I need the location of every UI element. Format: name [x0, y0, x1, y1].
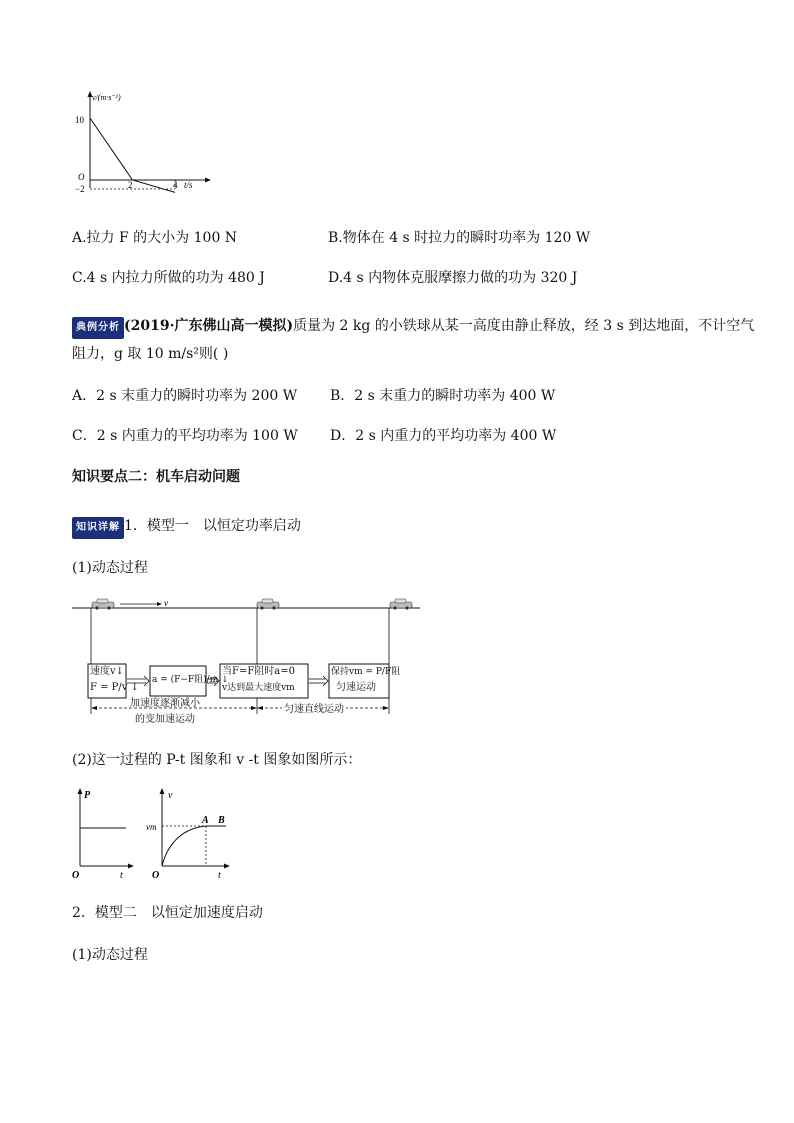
vt-graph-model [146, 786, 236, 880]
example-option-a[interactable]: A．2 s 末重力的瞬时功率为 200 W [72, 388, 298, 404]
box2-text: a = (F−F阻)/m ↓ [152, 675, 229, 685]
option-d[interactable]: D.4 s 内物体克服摩擦力做的功为 320 J [328, 270, 578, 286]
y-axis-label: v/(m·s⁻¹) [92, 93, 121, 102]
velocity-arrowhead [157, 602, 162, 606]
y-tick-10: 10 [75, 115, 84, 125]
box4-line1: 保持vm = P/F阻 [331, 667, 401, 677]
pt-graph [70, 786, 140, 880]
box4-line2: 匀速运动 [336, 682, 376, 693]
example-text-line2: 阻力，g 取 10 m/s²则( ) [72, 346, 229, 362]
x-tick-2: 2 [128, 180, 133, 190]
stage2-label: 匀速直线运动 [284, 704, 344, 715]
vt-vm-label: vm [146, 822, 157, 832]
pt-y-arrow [78, 788, 83, 794]
car-icon-1 [92, 599, 114, 610]
example-badge: 典例分析 [72, 317, 124, 339]
flow-arrow-3 [309, 676, 328, 686]
pt-p-label: P [84, 790, 91, 801]
box1-line1: 速度v↓ [90, 666, 125, 677]
option-a[interactable]: A.拉力 F 的大小为 100 N [72, 230, 238, 246]
vt-curve [162, 826, 206, 866]
option-b[interactable]: B.物体在 4 s 时拉力的瞬时功率为 120 W [328, 230, 591, 246]
pt-t-label: t [120, 870, 123, 880]
velocity-label: v [164, 598, 168, 608]
model2-title: 2．模型二 以恒定加速度启动 [72, 905, 263, 921]
origin-label: O [78, 172, 85, 182]
stage1-arrow-left [91, 706, 97, 710]
velocity-line [90, 118, 175, 192]
box3-line2: v达到最大速度vm [222, 683, 295, 693]
x-axis-label: t/s [184, 180, 193, 190]
stage2-arrow-right [383, 706, 389, 710]
dynamic-process-label: (1)动态过程 [72, 560, 148, 576]
example-line1 [72, 316, 754, 339]
dynamic-process-label-2: (1)动态过程 [72, 947, 148, 963]
stage1-label-line1: 加速度逐渐减小 [130, 698, 200, 709]
option-c[interactable]: C.4 s 内拉力所做的功为 480 J [72, 270, 265, 286]
model1-line [72, 516, 301, 539]
example-source: (2019·广东佛山高一模拟) [124, 318, 294, 334]
vt-a-label: A [202, 815, 209, 826]
vt-y-arrow [160, 788, 165, 794]
stage2-arrow-left [257, 706, 263, 710]
car-icon-3 [390, 599, 412, 610]
pt-x-arrow [128, 864, 134, 869]
vt-v-label: v [168, 790, 173, 801]
flow-diagram [72, 596, 422, 726]
vt-t-label: t [218, 870, 221, 880]
pt-origin-label: O [72, 870, 80, 880]
vt-origin-label: O [152, 870, 160, 880]
example-option-b[interactable]: B．2 s 末重力的瞬时功率为 400 W [330, 388, 556, 404]
example-option-c[interactable]: C．2 s 内重力的平均功率为 100 W [72, 428, 298, 444]
knowledge-badge: 知识详解 [72, 517, 124, 539]
example-option-d[interactable]: D．2 s 内重力的平均功率为 400 W [330, 428, 557, 444]
example-text-line1: 质量为 2 kg 的小铁球从某一高度由静止释放，经 3 s 到达地面，不计空气 [293, 318, 755, 334]
stage1-label-line2: 的变加速运动 [135, 714, 195, 725]
model1-title: 1．模型一 以恒定功率启动 [124, 518, 301, 534]
y-tick-neg2: −2 [75, 184, 85, 194]
stage1-arrow-right [251, 706, 257, 710]
section-heading: 知识要点二：机车启动问题 [72, 469, 240, 485]
x-tick-4: 4 [173, 180, 178, 190]
box1-line2: F = P/v ↓ [90, 682, 139, 693]
box3-line1: 当F=F阻时a=0 [222, 666, 295, 677]
vt-graph-question [70, 88, 220, 198]
graphs-intro: (2)这一过程的 P-t 图象和 v -t 图象如图所示： [72, 752, 362, 768]
car-icon-2 [257, 599, 279, 610]
x-axis-arrow [205, 178, 211, 183]
vt-x-arrow [224, 864, 230, 869]
vt-b-label: B [218, 815, 225, 826]
